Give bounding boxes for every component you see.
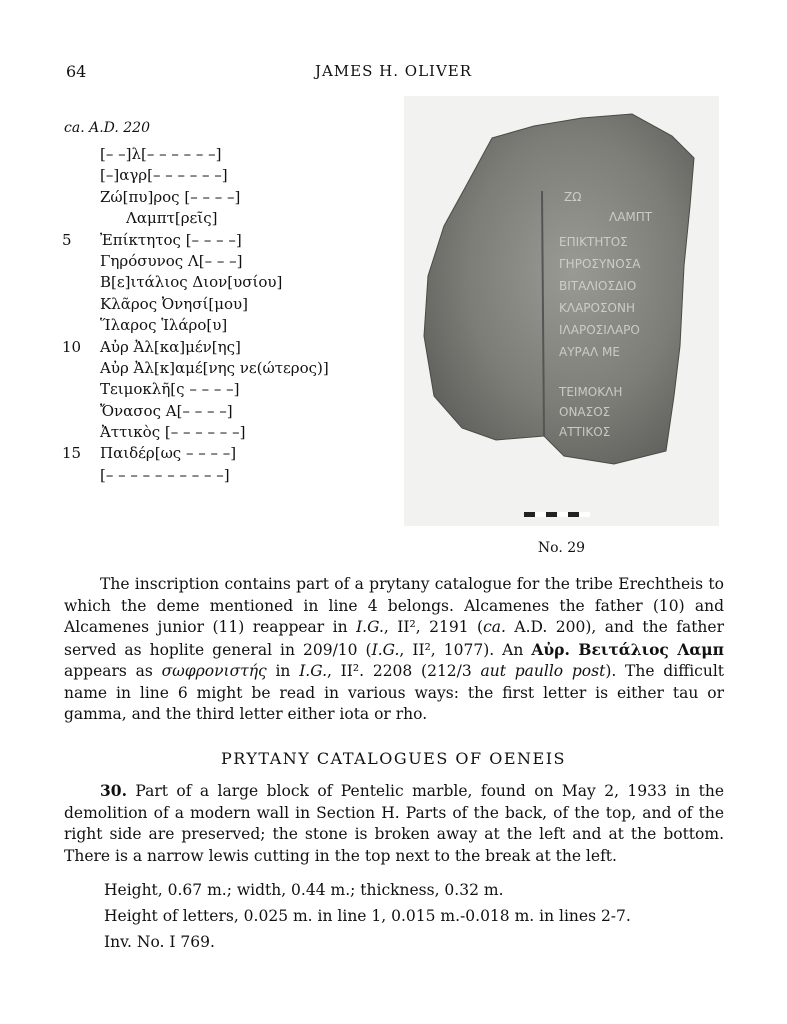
svg-text:ZΩ: ZΩ [564, 190, 582, 204]
dimensions-block [104, 877, 631, 955]
commentary-paragraph: The inscription contains part of a prytany catalogue for the tribe Erechtheis to which the deme mentioned in line 4 belongs. Alcamenes the father (10) and Alcamenes junior (11) reappear in I.G., II², 2191 (ca. A.D. 200), and the father served as hoplite general in 209/10 (I.G., II², 1077). An Αὐρ. Βειτάλιος Λαμπ appears as σωφρονιστής in I.G., II². 2208 (212/3 aut paullo post). The difficult name in line 6 might be read in various ways: the first letter is either tau or gamma, and the third letter either iota or rho. [64, 575, 725, 723]
line-text: [–]αγρ[– – – – – –] [100, 166, 228, 185]
section-title: PRYTANY CATALOGUES OF OENEIS [221, 749, 566, 768]
line-number: 15 [62, 444, 82, 463]
svg-text:ΟΝΑΣΟΣ: ΟΝΑΣΟΣ [559, 405, 611, 419]
line-text: Ἐπίκτητος [– – – –] [100, 230, 242, 249]
svg-text:ΤΕΙΜΟΚΛΗ: ΤΕΙΜΟΚΛΗ [559, 385, 623, 399]
inscription-line [62, 316, 362, 337]
inscription-line [62, 402, 362, 423]
inscription-line [62, 359, 362, 380]
line-text: Γηρόσυνος Λ[– – –] [100, 251, 243, 270]
inscription-line [62, 444, 362, 465]
inscription-date: ca. A.D. 220 [64, 120, 150, 136]
line-text: Κλᾶρος Ὀνησί[μου] [100, 294, 248, 313]
svg-text:ΒΙΤΑΛΙΟΣΔΙΟ: ΒΙΤΑΛΙΟΣΔΙΟ [559, 279, 637, 293]
photo-caption: No. 29 [537, 540, 586, 556]
line-text: Ζώ[πυ]ρος [– – – –] [100, 187, 241, 206]
inscription-line [62, 252, 362, 273]
line-text: Ὄνασος Α[– – – –] [100, 401, 233, 420]
letter-height-line: Height of letters, 0.025 m. in line 1, 0.015 m.-0.018 m. in lines 2-7. [104, 907, 631, 925]
scale-bar [524, 512, 590, 517]
inscription-line [62, 166, 362, 187]
stone-image [404, 96, 719, 526]
stone-photograph [404, 96, 719, 526]
dimensions-line: Height, 0.67 m.; width, 0.44 m.; thickness, 0.32 m. [104, 881, 504, 899]
inscription-line [62, 295, 362, 316]
line-text: Λαμπτ[ρεῖς] [126, 209, 218, 228]
inscription-line [62, 338, 362, 359]
line-text: Αὐρ Ἀλ[κ]αμέ[νης νε(ώτερος)] [100, 358, 329, 377]
inscription-line [62, 209, 362, 230]
line-number: 5 [62, 230, 72, 249]
line-text: Ἵλαρος Ἱλάρο[υ] [100, 316, 228, 335]
line-text: [– – – – – – – – – –] [100, 465, 230, 484]
inscription-line [62, 145, 362, 166]
entry-description: 30. Part of a large block of Pentelic marble, found on May 2, 1933 in the demolition of a modern wall in Section H. Parts of the back, of the top, and of the right side are preserved; the stone is broken away at the left and at the bottom. There is a narrow lewis cutting in the top next to the break at the left. [64, 781, 724, 865]
svg-text:ΑΤΤΙΚΟΣ: ΑΤΤΙΚΟΣ [559, 425, 611, 439]
inscription-line [62, 273, 362, 294]
svg-text:ΛΑΜΠΤ: ΛΑΜΠΤ [609, 210, 653, 224]
inscription-line [62, 231, 362, 252]
inscription-line [62, 188, 362, 209]
line-text: Τειμοκλῆ[ς – – – –] [100, 380, 240, 399]
page-number: 64 [66, 62, 87, 81]
line-text: Παιδέρ[ως – – – –] [100, 444, 237, 463]
svg-text:ΓΗΡΟΣΥΝΟΣΑ: ΓΗΡΟΣΥΝΟΣΑ [559, 257, 641, 271]
svg-text:ΚΛΑΡΟΣΟΝΗ: ΚΛΑΡΟΣΟΝΗ [559, 301, 635, 315]
running-head: JAMES H. OLIVER [314, 62, 473, 80]
svg-text:ΑΥΡΑΛ ΜΕ: ΑΥΡΑΛ ΜΕ [559, 345, 620, 359]
inscription-line [62, 423, 362, 444]
svg-text:ΙΛΑΡΟΣΙΛΑΡΟ: ΙΛΑΡΟΣΙΛΑΡΟ [559, 323, 640, 337]
svg-text:ΕΠΙΚΤΗΤΟΣ: ΕΠΙΚΤΗΤΟΣ [559, 235, 628, 249]
entry-number: 30. [100, 781, 127, 800]
inscription-line [62, 380, 362, 401]
line-text: Β[ε]ιτάλιος Διον[υσίου] [100, 273, 283, 292]
inscription-text [62, 145, 362, 487]
line-number: 10 [62, 337, 82, 356]
line-text: Αὐρ Ἀλ[κα]μέν[ης] [100, 337, 241, 356]
inscription-line [62, 466, 362, 487]
line-text: [– –]λ[– – – – – –] [100, 145, 222, 163]
line-text: Ἀττικὸς [– – – – – –] [100, 423, 246, 442]
page-header [60, 62, 727, 84]
inventory-line: Inv. No. I 769. [104, 933, 215, 951]
